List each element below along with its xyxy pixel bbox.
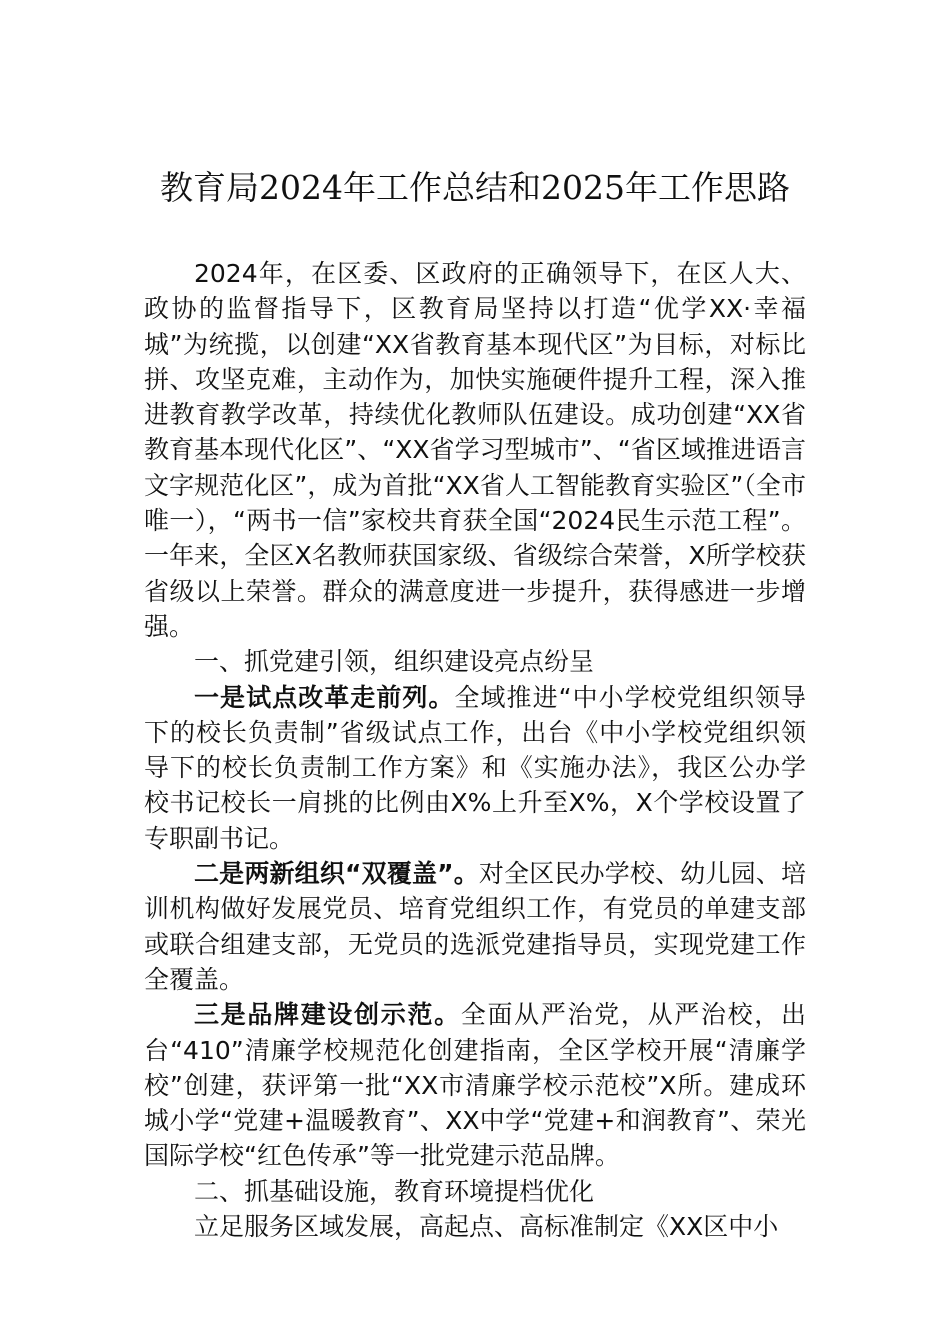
document-body bbox=[144, 256, 806, 1244]
paragraph-lead: 一是试点改革走前列。 bbox=[194, 682, 455, 712]
section-heading-1 bbox=[144, 644, 806, 679]
paragraph-text: 全域推进“中小学校党组织领导下的校长负责制”省级试点工作，出台《中小学校党组织领导下的校长负责制工作方案》和《实施办法》，我区公办学校书记校长一肩挑的比例由X%上升至X%，X个学校设置了专职副书记。 bbox=[144, 682, 806, 853]
document-title: 教育局2024年工作总结和2025年工作思路 bbox=[160, 168, 790, 207]
paragraph-infrastructure bbox=[144, 1209, 806, 1244]
paragraph-point-1 bbox=[144, 680, 806, 856]
paragraph-intro bbox=[144, 256, 806, 644]
paragraph-point-2 bbox=[144, 856, 806, 997]
paragraph-text: 2024年，在区委、区政府的正确领导下，在区人大、政协的监督指导下，区教育局坚持以打造“优学XX·幸福城”为统揽，以创建“XX省教育基本现代区”为目标，对标比拼、攻坚克难，主动作为，加快实施硬件提升工程，深入推进教育教学改革，持续优化教师队伍建设。成功创建“XX省教育基本现代化区”、“XX省学习型城市”、“省区域推进语言文字规范化区”，成为首批“XX省人工智能教育实验区”（全市唯一），“两书一信”家校共育获全国“2024民生示范工程”。一年来，全区X名教师获国家级、省级综合荣誉，X所学校获省级以上荣誉。群众的满意度进一步提升，获得感进一步增强。 bbox=[144, 259, 806, 641]
paragraph-point-3 bbox=[144, 997, 806, 1173]
paragraph-lead: 二是两新组织“双覆盖”。 bbox=[194, 859, 479, 889]
paragraph-text: 对全区民办学校、幼儿园、培训机构做好发展党员、培育党组织工作，有党员的单建支部或联合组建支部，无党员的选派党建指导员，实现党建工作全覆盖。 bbox=[144, 859, 806, 994]
paragraph-text: 全面从严治党，从严治校，出台“410”清廉学校规范化创建指南，全区学校开展“清廉学校”创建，获评第一批“XX市清廉学校示范校”X所。建成环城小学“党建+温暖教育”、XX中学“党建+和润教育”、荣光国际学校“红色传承”等一批党建示范品牌。 bbox=[144, 1000, 806, 1171]
paragraph-lead: 三是品牌建设创示范。 bbox=[194, 1000, 461, 1030]
heading-text: 一、抓党建引领，组织建设亮点纷呈 bbox=[194, 647, 595, 677]
heading-text: 二、抓基础设施，教育环境提档优化 bbox=[194, 1176, 595, 1206]
paragraph-text: 立足服务区域发展，高起点、高标准制定《XX区中小 bbox=[194, 1212, 779, 1242]
section-heading-2 bbox=[144, 1174, 806, 1209]
